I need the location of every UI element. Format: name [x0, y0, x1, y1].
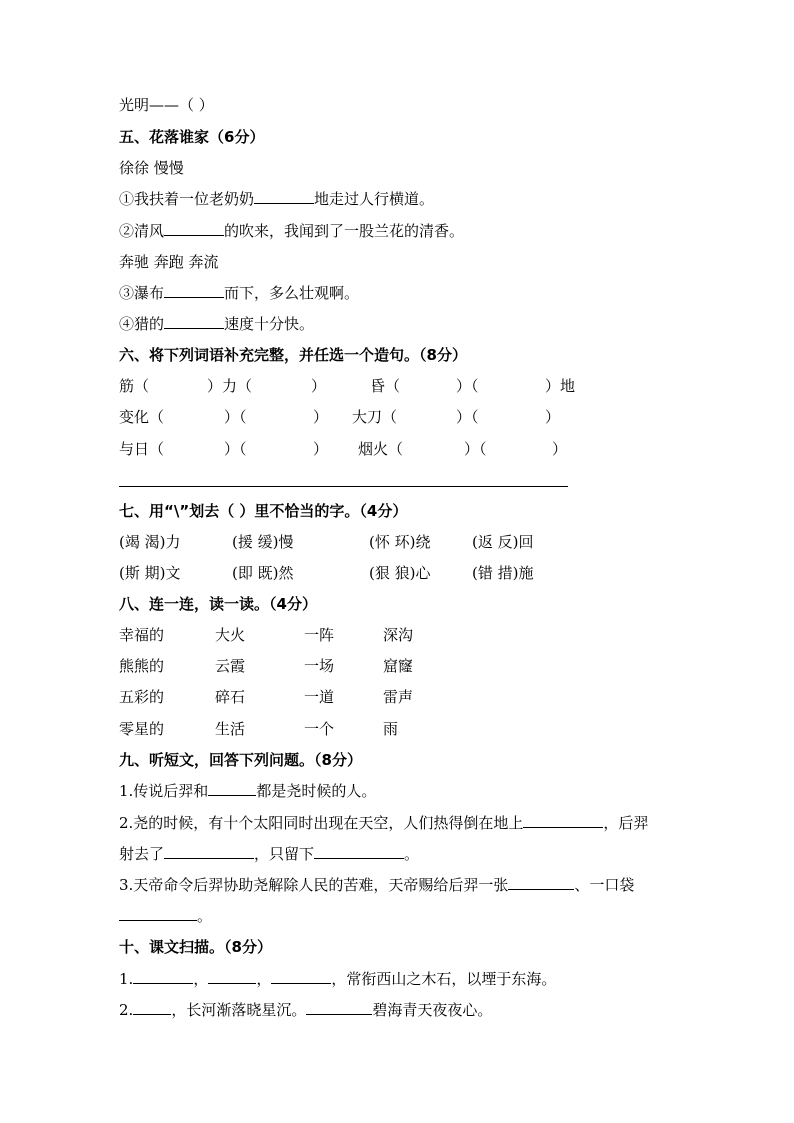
section-6-heading: 六、将下列词语补充完整，并任选一个造句。（8分）	[119, 346, 467, 364]
guangming-item: 光明——（ ）	[119, 96, 214, 114]
match-word[interactable]: 一阵	[304, 626, 335, 644]
idiom-part: 大刀（	[352, 408, 398, 426]
idiom-part: ）	[313, 440, 329, 458]
match-word[interactable]: 熊熊的	[119, 657, 165, 675]
char-choice: (即 既)然	[232, 564, 294, 582]
match-word[interactable]: 一个	[304, 720, 335, 738]
answer-blank[interactable]	[164, 221, 224, 236]
s9-question-1: 1.传说后羿和 都是尧时候的人。	[119, 782, 377, 800]
answer-blank[interactable]	[271, 969, 331, 984]
answer-blank[interactable]	[208, 781, 256, 796]
match-word[interactable]: 雷声	[383, 688, 414, 706]
s5-question-1: ①我扶着一位老奶奶 地走过人行横道。	[119, 190, 435, 208]
idiom-part: ）	[313, 408, 329, 426]
char-choice: (怀 环)绕	[369, 533, 431, 551]
answer-blank[interactable]	[133, 1000, 171, 1015]
answer-blank[interactable]	[306, 1000, 372, 1015]
idiom-part: ）（	[456, 408, 479, 426]
idiom-part: 与日（	[119, 440, 165, 458]
idiom-part: ）	[552, 440, 568, 458]
s9-question-2-cont: 射去了 ，只留下 。	[119, 845, 420, 863]
match-word[interactable]: 生活	[215, 720, 246, 738]
section-10-heading: 十、课文扫描。（8分）	[119, 938, 272, 956]
s5-question-3: ③瀑布 而下，多么壮观啊。	[119, 284, 360, 302]
s10-question-1: 1. ， ， ，常衔西山之木石，以堙于东海。	[119, 970, 557, 988]
answer-blank[interactable]	[164, 844, 254, 859]
idiom-part: 筋（	[119, 377, 150, 395]
answer-blank[interactable]	[523, 813, 603, 828]
idiom-part: ）地	[545, 377, 576, 395]
answer-blank[interactable]	[254, 189, 314, 204]
match-word[interactable]: 五彩的	[119, 688, 165, 706]
match-word[interactable]: 零星的	[119, 720, 165, 738]
s5-question-4: ④猎的 速度十分快。	[119, 315, 315, 333]
char-choice: (返 反)回	[472, 533, 534, 551]
section-5-word-bank-1: 徐徐 慢慢	[119, 159, 184, 177]
match-word[interactable]: 窟窿	[383, 657, 414, 675]
answer-blank[interactable]	[164, 283, 224, 298]
char-choice: (竭 渴)力	[119, 533, 181, 551]
section-5-heading: 五、花落谁家（6分）	[119, 128, 265, 146]
s9-question-3: 3.天帝命令后羿协助尧解除人民的苦难，天帝赐给后羿一张 、一口袋	[119, 876, 635, 894]
match-word[interactable]: 雨	[383, 720, 399, 738]
char-choice: (狠 狼)心	[369, 564, 431, 582]
match-word[interactable]: 幸福的	[119, 626, 165, 644]
idiom-part: ）	[545, 408, 561, 426]
section-9-heading: 九、听短文，回答下列问题。（8分）	[119, 751, 362, 769]
idiom-part: 变化（	[119, 408, 165, 426]
idiom-part: 昏（	[370, 377, 401, 395]
idiom-part: ）（	[456, 377, 479, 395]
match-word[interactable]: 碎石	[215, 688, 246, 706]
match-word[interactable]: 一场	[304, 657, 335, 675]
char-choice: (援 缓)慢	[232, 533, 294, 551]
idiom-part: ）（	[464, 440, 487, 458]
answer-blank[interactable]	[119, 906, 197, 921]
answer-blank[interactable]	[508, 875, 574, 890]
idiom-part: ）（	[224, 408, 247, 426]
answer-blank[interactable]	[133, 969, 193, 984]
s10-question-2: 2. ，长河渐落晓星沉。 碧海青天夜夜心。	[119, 1001, 493, 1019]
idiom-part: 烟火（	[358, 440, 404, 458]
answer-blank[interactable]	[208, 969, 256, 984]
sentence-answer-line[interactable]	[119, 486, 568, 487]
section-8-heading: 八、连一连，读一读。（4分）	[119, 595, 317, 613]
section-7-heading: 七、用“\”划去（ ）里不恰当的字。（4分）	[119, 502, 408, 520]
s9-question-2: 2.尧的时候，有十个太阳同时出现在天空，人们热得倒在地上 ，后羿	[119, 814, 649, 832]
idiom-part: ）（	[224, 440, 247, 458]
match-word[interactable]: 深沟	[383, 626, 414, 644]
section-5-word-bank-2: 奔驰 奔跑 奔流	[119, 253, 219, 271]
s5-question-2: ②清风 的吹来，我闻到了一股兰花的清香。	[119, 222, 465, 240]
idiom-part: ）力（	[207, 377, 253, 395]
idiom-part: ）	[311, 377, 327, 395]
match-word[interactable]: 大火	[215, 626, 246, 644]
answer-blank[interactable]	[164, 314, 224, 329]
match-word[interactable]: 云霞	[215, 657, 246, 675]
match-word[interactable]: 一道	[304, 688, 335, 706]
char-choice: (斯 期)文	[119, 564, 181, 582]
answer-blank[interactable]	[314, 844, 404, 859]
s9-question-3-cont: 。	[119, 905, 212, 927]
char-choice: (错 措)施	[472, 564, 534, 582]
